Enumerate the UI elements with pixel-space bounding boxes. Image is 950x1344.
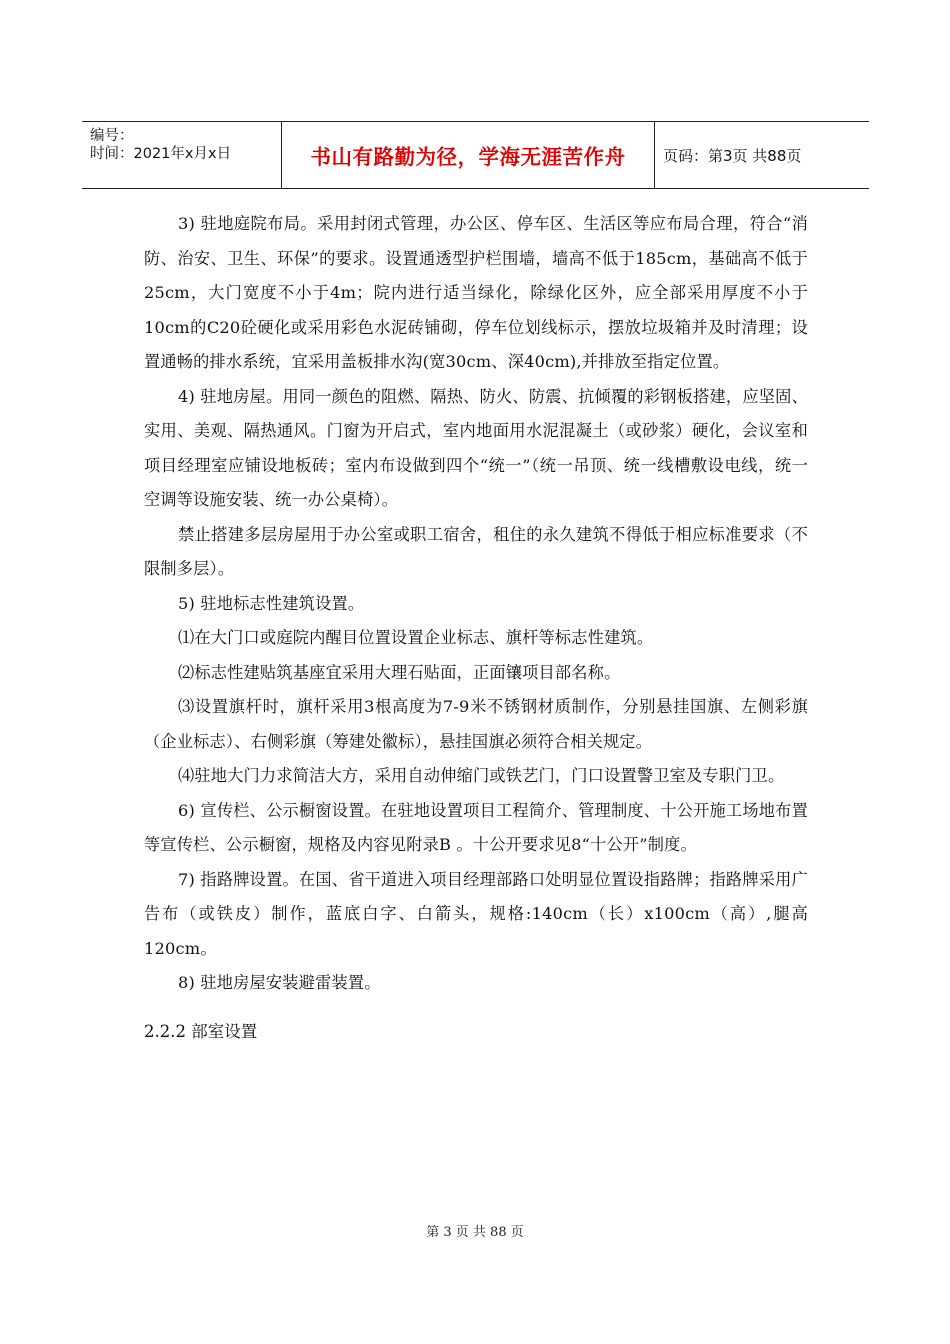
header-divider <box>281 121 282 189</box>
header-page-info: 页码：第3页 共88页 <box>663 146 802 165</box>
paragraph-bulletin: 6) 宣传栏、公示橱窗设置。在驻地设置项目工程简介、管理制度、十公开施工场地布置等宣传栏、公示橱窗，规格及内容见附录B 。十公开要求见8“十公开”制度。 <box>144 800 808 854</box>
page-footer: 第 3 页 共 88 页 <box>426 1225 524 1240</box>
header-meta <box>90 127 231 163</box>
paragraph-landmark-1: ⑴在大门口或庭院内醒目位置设置企业标志、旗杆等标志性建筑。 <box>178 628 654 647</box>
paragraph-landmark-4: ⑷驻地大门力求简洁大方，采用自动伸缩门或铁艺门，门口设置警卫室及专职门卫。 <box>178 766 785 785</box>
paragraph-landmark-heading: 5) 驻地标志性建筑设置。 <box>178 593 365 613</box>
document-number-label: 编号： <box>90 128 134 144</box>
header-motto: 书山有路勤为径，学海无涯苦作舟 <box>310 145 626 169</box>
paragraph-lightning: 8) 驻地房屋安装避雷装置。 <box>178 973 381 992</box>
paragraph-signpost: 7) 指路牌设置。在国、省干道进入项目经理部路口处明显位置设指路牌；指路牌采用广告布（或铁皮）制作，蓝底白字、白箭头，规格:140cm（长）x100cm（高）,腿高120cm。 <box>144 869 808 958</box>
paragraph-multistory-ban: 禁止搭建多层房屋用于办公室或职工宿舍，租住的永久建筑不得低于相应标准要求（不限制多层）。 <box>144 524 808 578</box>
section-heading: 2.2.2 部室设置 <box>144 1021 258 1041</box>
paragraph-landmark-3: ⑶设置旗杆时，旗杆采用3根高度为7-9米不锈钢材质制作，分别悬挂国旗、左侧彩旗（企业标志）、右侧彩旗（筹建处徽标），悬挂国旗必须符合相关规定。 <box>144 697 808 751</box>
header-divider <box>654 121 655 189</box>
paragraph-housing: 4) 驻地房屋。用同一颜色的阻燃、隔热、防火、防震、抗倾覆的彩钢板搭建，应坚固、实用、美观、隔热通风。门窗为开启式，室内地面用水泥混凝土（或砂浆）硬化，会议室和项目经理室应铺设地板砖；室内布设做到四个“统一”（统一吊顶、统一线槽敷设电线，统一空调等设施安装、统一办公桌椅）。 <box>144 386 808 509</box>
paragraph-landmark-2: ⑵标志性建贴筑基座宜采用大理石贴面，正面镶项目部名称。 <box>178 662 621 682</box>
paragraph-courtyard-layout: 3) 驻地庭院布局。采用封闭式管理，办公区、停车区、生活区等应布局合理，符合“消防、治安、卫生、环保”的要求。设置通透型护栏围墙，墙高不低于185cm，基础高不低于25cm，大门宽度不小于4m；院内进行适当绿化，除绿化区外，应全部采用厚度不小于10cm的C20砼硬化或采用彩色水泥砖铺砌，停车位划线标示，摆放垃圾箱并及时清理；设置通畅的排水系统，宜采用盖板排水沟(宽30cm、深40cm),并排放至指定位置。 <box>144 214 808 371</box>
document-time-label: 时间：2021年x月x日 <box>90 146 232 162</box>
document-body <box>144 207 808 1049</box>
page-header <box>82 121 869 189</box>
